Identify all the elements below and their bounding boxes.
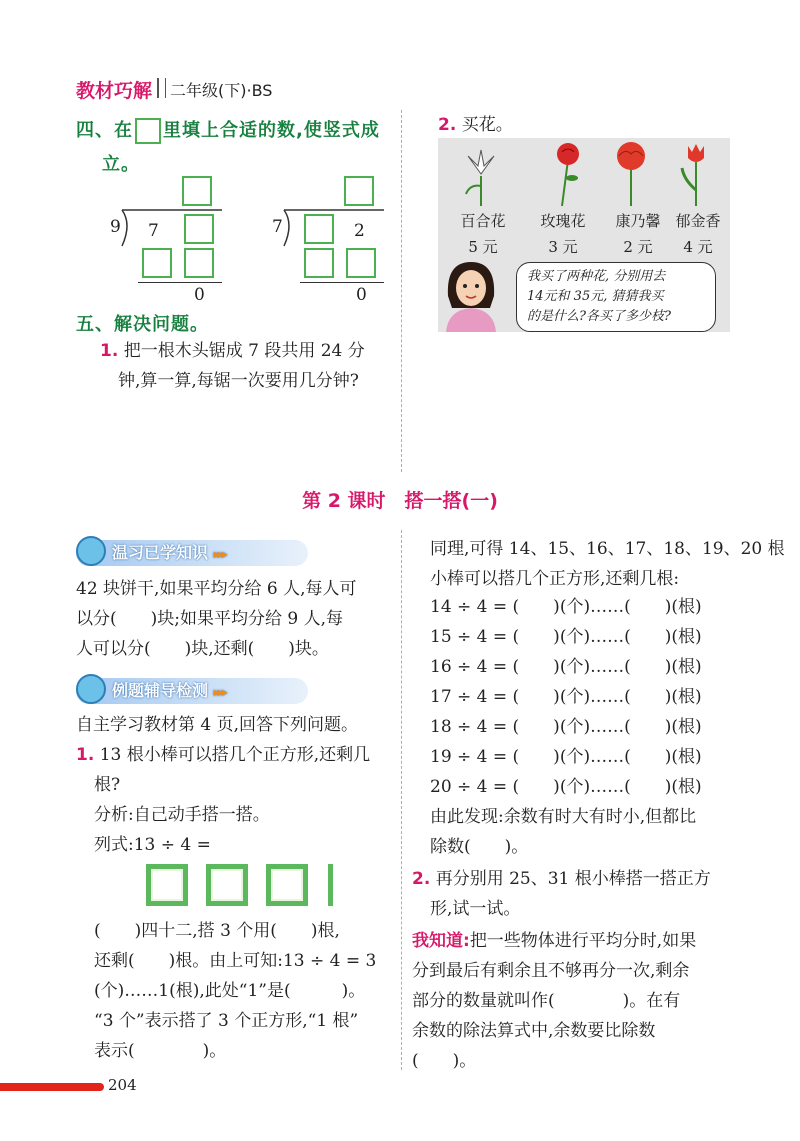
header-grade: 二年级(下)·BS <box>170 81 273 100</box>
right-q2-line2: 形,试一试。 <box>430 899 521 919</box>
equation-row: 16 ÷ 4 = ( )(个)……( )(根) <box>430 657 702 677</box>
know-line2: 分到最后有剩余且不够再分一次,剩余 <box>412 961 690 981</box>
problem2-number: 2. <box>438 115 457 135</box>
know-line3: 部分的数量就叫作( )。在有 <box>412 991 681 1011</box>
flower-shop-panel <box>438 138 730 332</box>
know-line4: 余数的除法算式中,余数要比除数 <box>412 1021 656 1041</box>
clock-icon <box>76 674 106 704</box>
example-badge <box>76 678 308 704</box>
speech-line2: 14元和 35元, 猜猜我买 <box>527 289 664 304</box>
product-box-1[interactable] <box>304 248 334 278</box>
stick-square <box>266 864 308 906</box>
problem1-number: 1. <box>100 341 119 361</box>
right-q2-line1: 再分别用 25、31 根小棒搭一搭正方 <box>435 869 711 889</box>
dividend-digit-1: 7 <box>148 221 159 241</box>
product-box-1[interactable] <box>142 248 172 278</box>
subtraction-line <box>300 282 384 283</box>
section4-title <box>76 116 380 144</box>
know-text1: 把一些物体进行平均分时,如果 <box>469 931 697 951</box>
remainder-2: 0 <box>356 285 367 305</box>
example-q1-line1: 13 根小棒可以搭几个正方形,还剩几 <box>99 745 371 765</box>
divisor-1: 9 <box>110 217 121 237</box>
dividend-digit-2: 2 <box>354 221 365 241</box>
section5-title: 五、解决问题。 <box>76 314 209 335</box>
equation-row: 20 ÷ 4 = ( )(个)……( )(根) <box>430 777 702 797</box>
single-stick <box>328 864 333 906</box>
clock-icon <box>76 536 106 566</box>
problem1-line2: 钟,算一算,每锯一次要用几分钟? <box>118 371 359 391</box>
problem1-line1: 把一根木头锯成 7 段共用 24 分 <box>123 341 365 361</box>
footer-bar <box>0 1083 104 1091</box>
flower-name-lily: 百合花 <box>460 212 506 230</box>
dividend-box[interactable] <box>304 214 334 244</box>
flower-price-lily: 5 元 <box>468 238 498 256</box>
page-number: 204 <box>108 1076 137 1094</box>
review-badge-label: 温习已学知识 <box>112 543 209 562</box>
remainder-1: 0 <box>194 285 205 305</box>
right-q2-number: 2. <box>412 869 431 889</box>
column-divider-bottom <box>401 530 402 1070</box>
right-found2: 除数( )。 <box>430 837 529 857</box>
stick-square <box>146 864 188 906</box>
right-intro1: 同理,可得 14、15、16、17、18、19、20 根 <box>430 539 785 559</box>
quotient-box[interactable] <box>182 176 212 206</box>
flower-price-rose: 3 元 <box>548 238 578 256</box>
tulip-icon <box>674 140 718 208</box>
equation-row: 19 ÷ 4 = ( )(个)……( )(根) <box>430 747 702 767</box>
equation-row: 14 ÷ 4 = ( )(个)……( )(根) <box>430 597 702 617</box>
header-brand: 教材巧解 <box>76 80 153 102</box>
speech-line3: 的是什么?各买了多少枝? <box>527 309 671 324</box>
example-fill1: ( )四十二,搭 3 个用( )根, <box>94 921 340 941</box>
dividend-box[interactable] <box>184 214 214 244</box>
header-divider <box>157 78 166 98</box>
girl-avatar-icon <box>440 256 502 332</box>
column-divider-top <box>401 110 402 472</box>
speech-bubble <box>516 262 716 332</box>
equation-row: 15 ÷ 4 = ( )(个)……( )(根) <box>430 627 702 647</box>
right-intro2: 小棒可以搭几个正方形,还剩几根: <box>430 569 680 589</box>
equation-row: 18 ÷ 4 = ( )(个)……( )(根) <box>430 717 702 737</box>
example-badge-label: 例题辅导检测 <box>112 681 209 700</box>
product-box-2[interactable] <box>346 248 376 278</box>
stick-square <box>206 864 248 906</box>
lesson-title: 第 2 课时 搭一搭(一) <box>302 490 498 512</box>
stick-squares <box>146 864 346 910</box>
review-badge <box>76 540 308 566</box>
example-intro: 自主学习教材第 4 页,回答下列问题。 <box>76 715 359 735</box>
flower-price-carnation: 2 元 <box>623 238 653 256</box>
know-line1 <box>412 926 696 956</box>
review-line1: 42 块饼干,如果平均分给 6 人,每人可 <box>76 579 357 599</box>
section4-title-prefix: 四、在 <box>76 120 133 141</box>
long-division-1 <box>100 170 230 305</box>
speech-line1: 我买了两种花, 分别用去 <box>527 269 666 284</box>
equation-row: 17 ÷ 4 = ( )(个)……( )(根) <box>430 687 702 707</box>
arrows-icon: ▸▸▸ <box>213 685 226 699</box>
flower-name-tulip: 郁金香 <box>675 212 721 230</box>
example-fill2: 还剩( )根。由上可知:13 ÷ 4 = 3 <box>94 951 377 971</box>
example-fill3: (个)……1(根),此处“1”是( )。 <box>94 981 366 1001</box>
long-division-2 <box>262 170 392 305</box>
section4-title-suffix: 里填上合适的数,使竖式成 <box>163 120 380 141</box>
arrows-icon: ▸▸▸ <box>213 547 226 561</box>
blank-box-icon <box>135 118 161 144</box>
carnation-icon <box>606 140 656 208</box>
problem1 <box>100 336 365 366</box>
example-formula: 列式:13 ÷ 4 = <box>94 835 211 855</box>
example-q1-line2: 根? <box>94 775 121 795</box>
section4-title-line2: 立。 <box>102 154 140 175</box>
right-found1: 由此发现:余数有时大有时小,但都比 <box>430 807 697 827</box>
example-q1-number: 1. <box>76 745 95 765</box>
problem2-label: 买花。 <box>461 115 513 135</box>
flower-price-tulip: 4 元 <box>683 238 713 256</box>
lily-icon <box>456 146 506 208</box>
know-line5: ( )。 <box>412 1051 477 1071</box>
divisor-2: 7 <box>272 217 283 237</box>
example-fill4: “3 个”表示搭了 3 个正方形,“1 根” <box>94 1011 359 1031</box>
product-box-2[interactable] <box>184 248 214 278</box>
example-q1 <box>76 740 370 770</box>
example-fill5: 表示( )。 <box>94 1041 227 1061</box>
subtraction-line <box>138 282 222 283</box>
problem2 <box>438 110 513 140</box>
know-label: 我知道: <box>412 931 470 951</box>
flower-name-carnation: 康乃馨 <box>615 212 661 230</box>
example-analysis: 分析:自己动手搭一搭。 <box>94 805 270 825</box>
flower-name-rose: 玫瑰花 <box>540 212 586 230</box>
rose-icon <box>546 140 590 208</box>
equation-list <box>430 592 702 802</box>
review-line2: 以分( )块;如果平均分给 9 人,每 <box>76 609 344 629</box>
review-line3: 人可以分( )块,还剩( )块。 <box>76 639 329 659</box>
quotient-box[interactable] <box>344 176 374 206</box>
right-q2 <box>412 864 711 894</box>
